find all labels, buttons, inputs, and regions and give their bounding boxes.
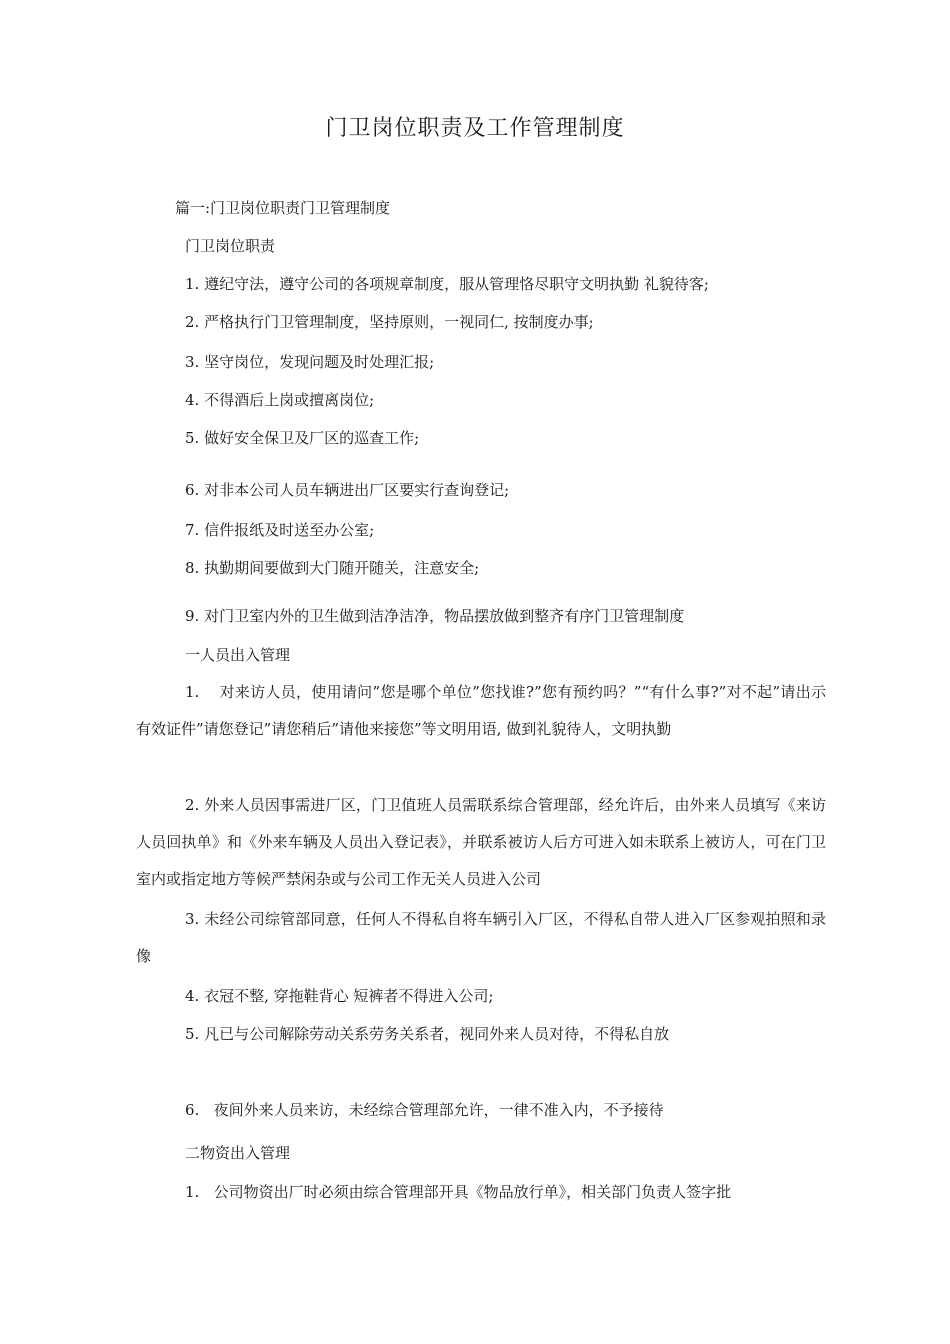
list-text: 坚守岗位，发现问题及时处理汇报; [204, 353, 435, 371]
personnel-item-5 [185, 1024, 669, 1044]
list-text: 对门卫室内外的卫生做到洁净洁净，物品摆放做到整齐有序门卫管理制度 [204, 607, 685, 625]
list-number: 5. [185, 429, 200, 447]
list-number: 1. [185, 275, 200, 293]
list-number: 8. [185, 559, 200, 577]
list-number: 5. [185, 1025, 200, 1043]
duty-item-1 [185, 274, 709, 294]
duty-item-7 [185, 520, 374, 540]
materials-heading: 二物资出入管理 [185, 1144, 291, 1162]
duty-item-8 [185, 558, 479, 578]
personnel-heading: 一人员出入管理 [185, 646, 291, 664]
personnel-item-4 [185, 986, 493, 1006]
personnel-item-6 [185, 1100, 664, 1120]
list-number: 3. [185, 353, 200, 371]
list-text: 凡已与公司解除劳动关系劳务关系者，视同外来人员对待，不得私自放 [204, 1025, 670, 1043]
list-text: 遵纪守法，遵守公司的各项规章制度，服从管理恪尽职守文明执勤 礼貌待客; [204, 275, 709, 293]
list-text: 对来访人员，使用请问”您是哪个单位”您找谁?”您有预约吗？”“有什么事?”对不起”请出示有效证件”请您登记”请您稍后”请他来接您”等文明用语, 做到礼貌待人，文明执勤 [136, 683, 826, 738]
list-text: 执勤期间要做到大门随开随关，注意安全; [204, 559, 480, 577]
list-number: 2. [185, 796, 200, 814]
list-text: 公司物资出厂时必须由综合管理部开具《物品放行单》，相关部门负责人签字批 [213, 1183, 732, 1201]
duty-item-5 [185, 428, 419, 448]
list-text: 未经公司综管部同意，任何人不得私自将车辆引入厂区，不得私自带人进入厂区参观拍照和录像 [136, 910, 826, 965]
list-number: 6. [185, 1101, 200, 1119]
materials-item-1 [185, 1182, 731, 1202]
list-text: 不得酒后上岗或擅离岗位; [204, 391, 375, 409]
duty-item-4 [185, 390, 374, 410]
personnel-item-2 [136, 787, 826, 898]
list-number: 3. [185, 910, 200, 928]
chapter-heading: 篇一:门卫岗位职责门卫管理制度 [175, 199, 391, 217]
list-text: 信件报纸及时送至办公室; [204, 521, 375, 539]
list-number: 1. [185, 1183, 200, 1201]
list-number: 4. [185, 391, 200, 409]
duties-heading: 门卫岗位职责 [185, 237, 276, 255]
list-text: 夜间外来人员来访，未经综合管理部允许，一律不准入内，不予接待 [213, 1101, 664, 1119]
duty-item-3 [185, 352, 434, 372]
list-number: 2. [185, 313, 200, 331]
list-text: 做好安全保卫及厂区的巡查工作; [204, 429, 420, 447]
duty-item-6 [185, 480, 509, 500]
list-text: 衣冠不整, 穿拖鞋背心 短裤者不得进入公司; [204, 987, 494, 1005]
list-number: 6. [185, 481, 200, 499]
personnel-item-1 [136, 674, 826, 748]
list-number: 1. [185, 683, 200, 701]
list-text: 严格执行门卫管理制度，坚持原则，一视同仁, 按制度办事; [204, 313, 594, 331]
list-number: 7. [185, 521, 200, 539]
personnel-item-3 [136, 901, 826, 975]
duty-item-9 [185, 606, 684, 626]
list-number: 4. [185, 987, 200, 1005]
list-text: 对非本公司人员车辆进出厂区要实行查询登记; [204, 481, 510, 499]
document-title: 门卫岗位职责及工作管理制度 [325, 116, 625, 141]
list-number: 9. [185, 607, 200, 625]
duty-item-2 [185, 312, 594, 332]
list-text: 外来人员因事需进厂区，门卫值班人员需联系综合管理部，经允许后，由外来人员填写《来访人员回执单》和《外来车辆及人员出入登记表》，并联系被访人后方可进入如未联系上被访人，可在门卫室内或指定地方等候严禁闲杂或与公司工作无关人员进入公司 [136, 796, 826, 888]
